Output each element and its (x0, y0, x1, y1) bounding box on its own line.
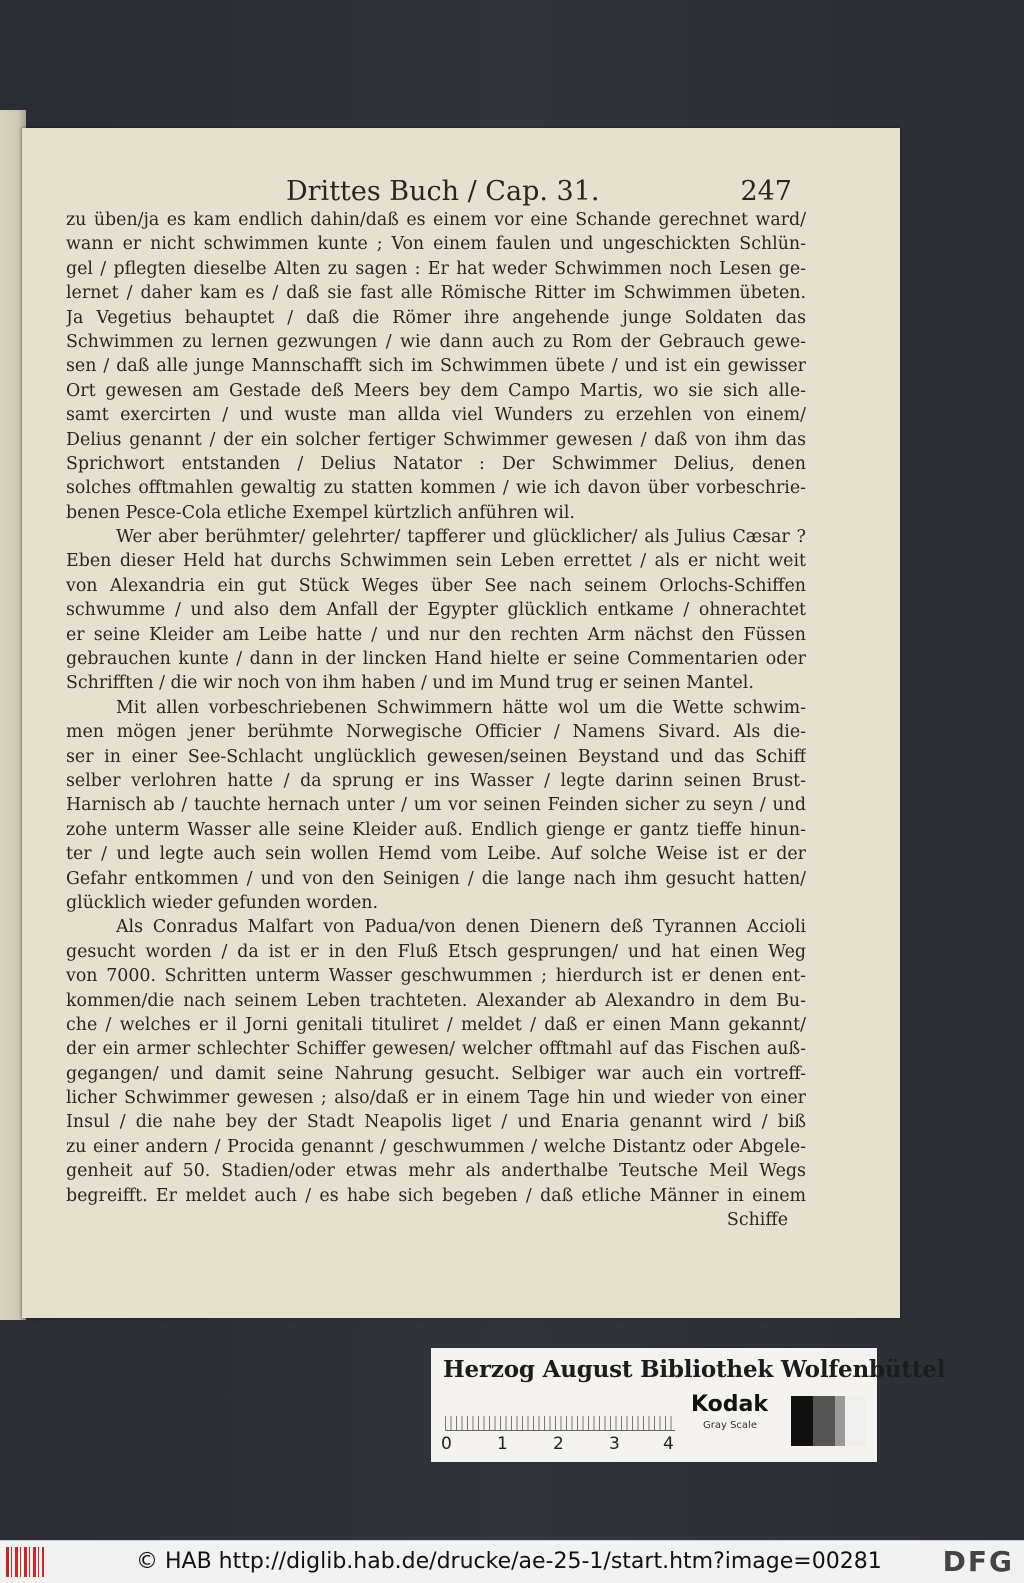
text-line: Schwimmen zu lernen gezwungen / wie dann auch zu Rom der Gebrauch gewe- (66, 331, 806, 352)
page-number: 247 (740, 176, 792, 207)
ruler-label: 4 (663, 1434, 674, 1454)
text-line: samt exercirten / und wuste man allda viel Wunders zu erzehlen von einem/ (66, 405, 806, 426)
text-line: Ort gewesen am Gestade deß Meers bey dem Campo Martis, wo sie sich alle- (66, 380, 806, 401)
text-line: Harnisch ab / tauchte hernach unter / um vor seinen Feinden sicher zu seyn / und (66, 795, 806, 816)
text-line: Gefahr entkommen / und von den Seinigen / die lange nach ihm gesucht hatten/ (66, 868, 806, 889)
page-text (66, 208, 806, 1232)
text-line: selber verlohren hatte / da sprung er ins Wasser / legte darinn seinen Brust- (66, 770, 806, 791)
text-line: wann er nicht schwimmen kunte ; Von einem faulen und ungeschickten Schlün- (66, 234, 806, 255)
catchword: Schiffe (726, 1210, 788, 1231)
running-title: Drittes Buch / Cap. 31. (286, 176, 600, 207)
gray-swatch (791, 1396, 813, 1446)
page-header (262, 172, 792, 212)
text-line: zohe unterm Wasser alle seine Kleider auß. Endlich gienge er gantz tieffe hinun- (66, 819, 806, 840)
text-line: Schrifften / die wir noch von ihm haben / und im Mund trug er seinen Mantel. (66, 673, 754, 694)
text-line: Mit allen vorbeschriebenen Schwimmern hätte wol um die Wette schwim- (116, 697, 806, 718)
ruler-label: 0 (441, 1434, 452, 1454)
gray-swatch (813, 1396, 835, 1446)
text-line: men mögen jener berühmte Norwegische Officier / Namens Sivard. Als die- (66, 722, 806, 743)
gray-scale-label: Gray Scale (703, 1420, 757, 1431)
text-line: ser in einer See-Schlacht unglücklich gewesen/seinen Beystand und das Schiff (66, 746, 806, 767)
text-line: gegangen/ und damit seine Nahrung gesucht. Selbiger war auch ein vortreff- (66, 1063, 806, 1084)
text-line: von 7000. Schritten unterm Wasser geschwummen ; hierdurch ist er denen ent- (66, 966, 806, 987)
ruler-label: 1 (497, 1434, 508, 1454)
library-name: Herzog August Bibliothek Wolfenbüttel (443, 1356, 946, 1383)
text-line: licher Schwimmer gewesen ; also/daß er in einem Tage hin und wieder von einer (66, 1088, 806, 1109)
text-line: Eben dieser Held hat durchs Schwimmen sein Leben errettet / als er nicht weit (66, 551, 806, 572)
gray-swatch (845, 1396, 865, 1446)
kodak-logo: Kodak (691, 1392, 768, 1417)
color-reference-card (431, 1348, 946, 1462)
text-line: Ja Vegetius behauptet / daß die Römer ihre angehende junge Soldaten das (66, 307, 806, 328)
text-line: er seine Kleider am Leibe hatte / und nur den rechten Arm nächst den Füssen (66, 624, 806, 645)
text-line: der ein armer schlechter Schiffer gewesen/ welcher offtmahl auf das Fischen auß- (66, 1039, 806, 1060)
text-line: schwumme / und also dem Anfall der Egypter glücklich entkame / ohnerachtet (66, 600, 806, 621)
text-line: von Alexandria ein gut Stück Weges über See nach seinem Orlochs-Schiffen (66, 575, 806, 596)
barcode-icon (6, 1547, 44, 1577)
gray-swatch (835, 1396, 845, 1446)
text-line: gebrauchen kunte / dann in der lincken Hand hielte er seine Commentarien oder (66, 649, 806, 670)
text-line: Wer aber berühmter/ gelehrter/ tapfferer und glücklicher/ als Julius Cæsar ? (116, 527, 806, 548)
text-line: solches offtmahlen gewaltig zu statten kommen / wie ich davon über vorbeschrie- (66, 478, 806, 499)
text-line: Insul / die nahe bey der Stadt Neapolis liget / und Enaria genannt wird / biß (66, 1112, 806, 1133)
text-line: genheit auf 50. Stadien/oder etwas mehr als anderthalbe Teutsche Meil Wegs (66, 1161, 806, 1182)
text-line: che / welches er il Jorni genitali tituliret / meldet / daß er einen Mann gekannt/ (66, 1014, 806, 1035)
text-line: gesucht worden / da ist er in den Fluß Etsch gesprungen/ und hat einen Weg (66, 941, 806, 962)
text-line: sen / daß alle junge Mannschafft sich im Schwimmen übete / und ist ein gewisser (66, 356, 806, 377)
footer-bar (0, 1540, 1024, 1583)
text-line: Sprichwort entstanden / Delius Natator : Der Schwimmer Delius, denen (66, 453, 806, 474)
text-line: glücklich wieder gefunden worden. (66, 892, 379, 913)
text-line: Als Conradus Malfart von Padua/von denen Dienern deß Tyrannen Accioli (116, 917, 806, 938)
text-line: zu üben/ja es kam endlich dahin/daß es einem vor eine Schande gerechnet ward/ (66, 210, 806, 230)
copyright-link[interactable]: © HAB http://diglib.hab.de/drucke/ae-25-1/start.htm?image=00281 (136, 1549, 882, 1574)
text-line: begreifft. Er meldet auch / es habe sich begeben / daß etliche Männer in einem (66, 1185, 806, 1206)
text-line: gel / pflegten dieselbe Alten zu sagen : Er hat weder Schwimmen noch Lesen ge- (66, 258, 806, 279)
text-line: Delius genannt / der ein solcher fertiger Schwimmer gewesen / daß von ihm das (66, 429, 806, 450)
ruler-label: 3 (609, 1434, 620, 1454)
text-line: lernet / daher kam es / daß sie fast alle Römische Ritter im Schwimmen übeten. (66, 283, 806, 304)
text-line: benen Pesce-Cola etliche Exempel kürtzlich anführen wil. (66, 502, 575, 523)
scale-ruler (445, 1402, 675, 1431)
ruler-label: 2 (553, 1434, 564, 1454)
text-line: ter / und legte auch sein wollen Hemd vom Leibe. Auf solche Weise ist er der (66, 844, 806, 865)
text-line: zu einer andern / Procida genannt / geschwummen / welche Distantz oder Abgele- (66, 1136, 806, 1157)
text-line: kommen/die nach seinem Leben trachteten. Alexander ab Alexandro in dem Bu- (66, 990, 806, 1011)
dfg-logo: DFG (942, 1545, 1014, 1578)
